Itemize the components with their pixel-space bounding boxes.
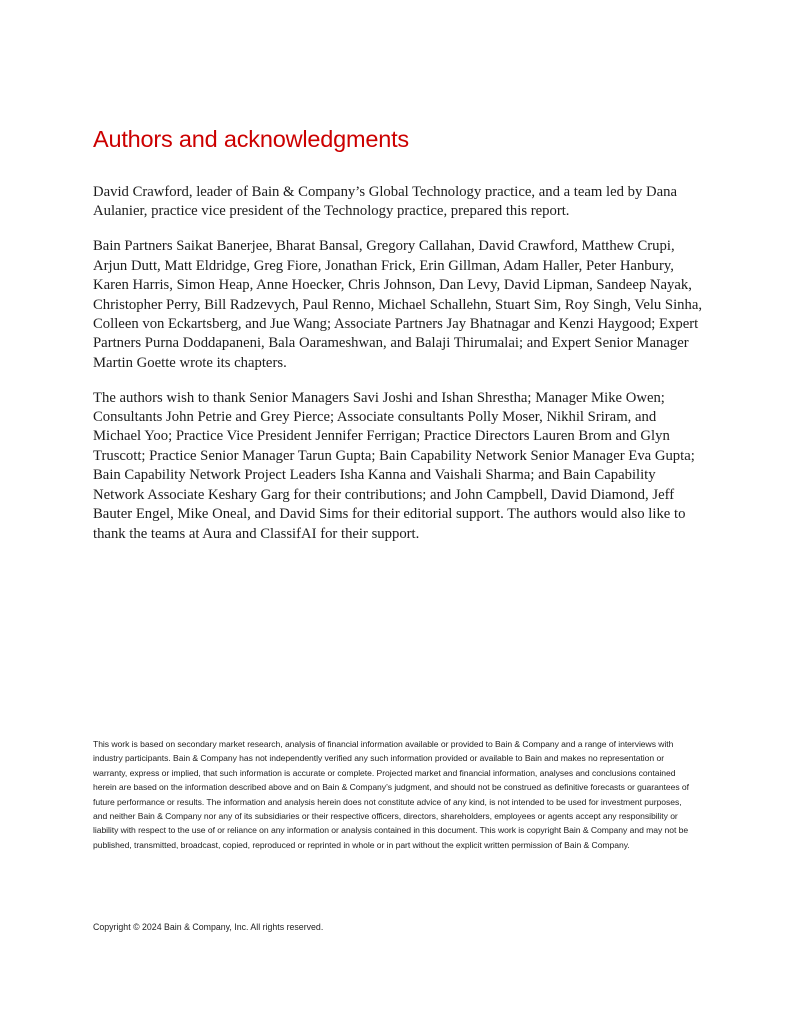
paragraph-authors: David Crawford, leader of Bain & Company’s Global Technology practice, and a team led by Dana Aulanier, practice vice president of the Technology practice, prepared this report. xyxy=(93,184,677,220)
copyright-notice: Copyright © 2024 Bain & Company, Inc. All rights reserved. xyxy=(93,922,324,932)
body-text xyxy=(93,183,703,559)
paragraph-acknowledgments: The authors wish to thank Senior Managers Savi Joshi and Ishan Shrestha; Manager Mike Owen; Consultants John Petrie and Grey Pierce; Associate consultants Polly Moser, Nikhil Sriram, and Michael Yoo; Practice Vice President Jennifer Ferrigan; Practice Directors Lauren Brom and Glyn Truscott; Practice Senior Manager Tarun Gupta; Bain Capability Network Senior Manager Eva Gupta; Bain Capability Network Project Leaders Isha Kanna and Vaishali Sharma; and Bain Capability Network Associate Keshary Garg for their contributions; and John Campbell, David Diamond, Jeff Bauter Engel, Mike Oneal, and David Sims for their editorial support. The authors would also like to thank the teams at Aura and ClassifAI for their support. xyxy=(93,389,695,542)
paragraph-contributors: Bain Partners Saikat Banerjee, Bharat Bansal, Gregory Callahan, David Crawford, Matthew Crupi, Arjun Dutt, Matt Eldridge, Greg Fiore, Jonathan Frick, Erin Gillman, Adam Haller, Peter Hanbury, Karen Harris, Simon Heap, Anne Hoecker, Chris Johnson, Dan Levy, David Lipman, Sandeep Nayak, Christopher Perry, Bill Radzevych, Paul Renno, Michael Schallehn, Stuart Sim, Roy Singh, Velu Sinha, Colleen von Eckartsberg, and Jue Wang; Associate Partners Jay Bhatnagar and Kenzi Haygood; Expert Partners Purna Doddapaneni, Bala Oarameshwan, and Balaji Thirumalai; and Expert Senior Manager Martin Goette wrote its chapters. xyxy=(93,238,703,371)
disclaimer: This work is based on secondary market research, analysis of financial information available or provided to Bain & Company and a range of interviews with industry participants. Bain & Company has not independently verified any such information provided or available to Bain and makes no representation or warranty, express or implied, that such information is accurate or complete. Projected market and financial information, analyses and conclusions contained herein are based on the information described above and on Bain & Company’s judgment, and should not be construed as definitive forecasts or guarantees of future performance or results. The information and analysis herein does not constitute advice of any kind, is not intended to be used for investment purposes, and neither Bain & Company nor any of its subsidiaries or their respective officers, directors, shareholders, employees or agents accept any responsibility or liability with respect to the use of or reliance on any information or analysis contained in this document. This work is copyright Bain & Company and may not be published, transmitted, broadcast, copied, reproduced or reprinted in whole or in part without the explicit written permission of Bain & Company. xyxy=(93,739,690,850)
page-title: Authors and acknowledgments xyxy=(93,126,409,152)
